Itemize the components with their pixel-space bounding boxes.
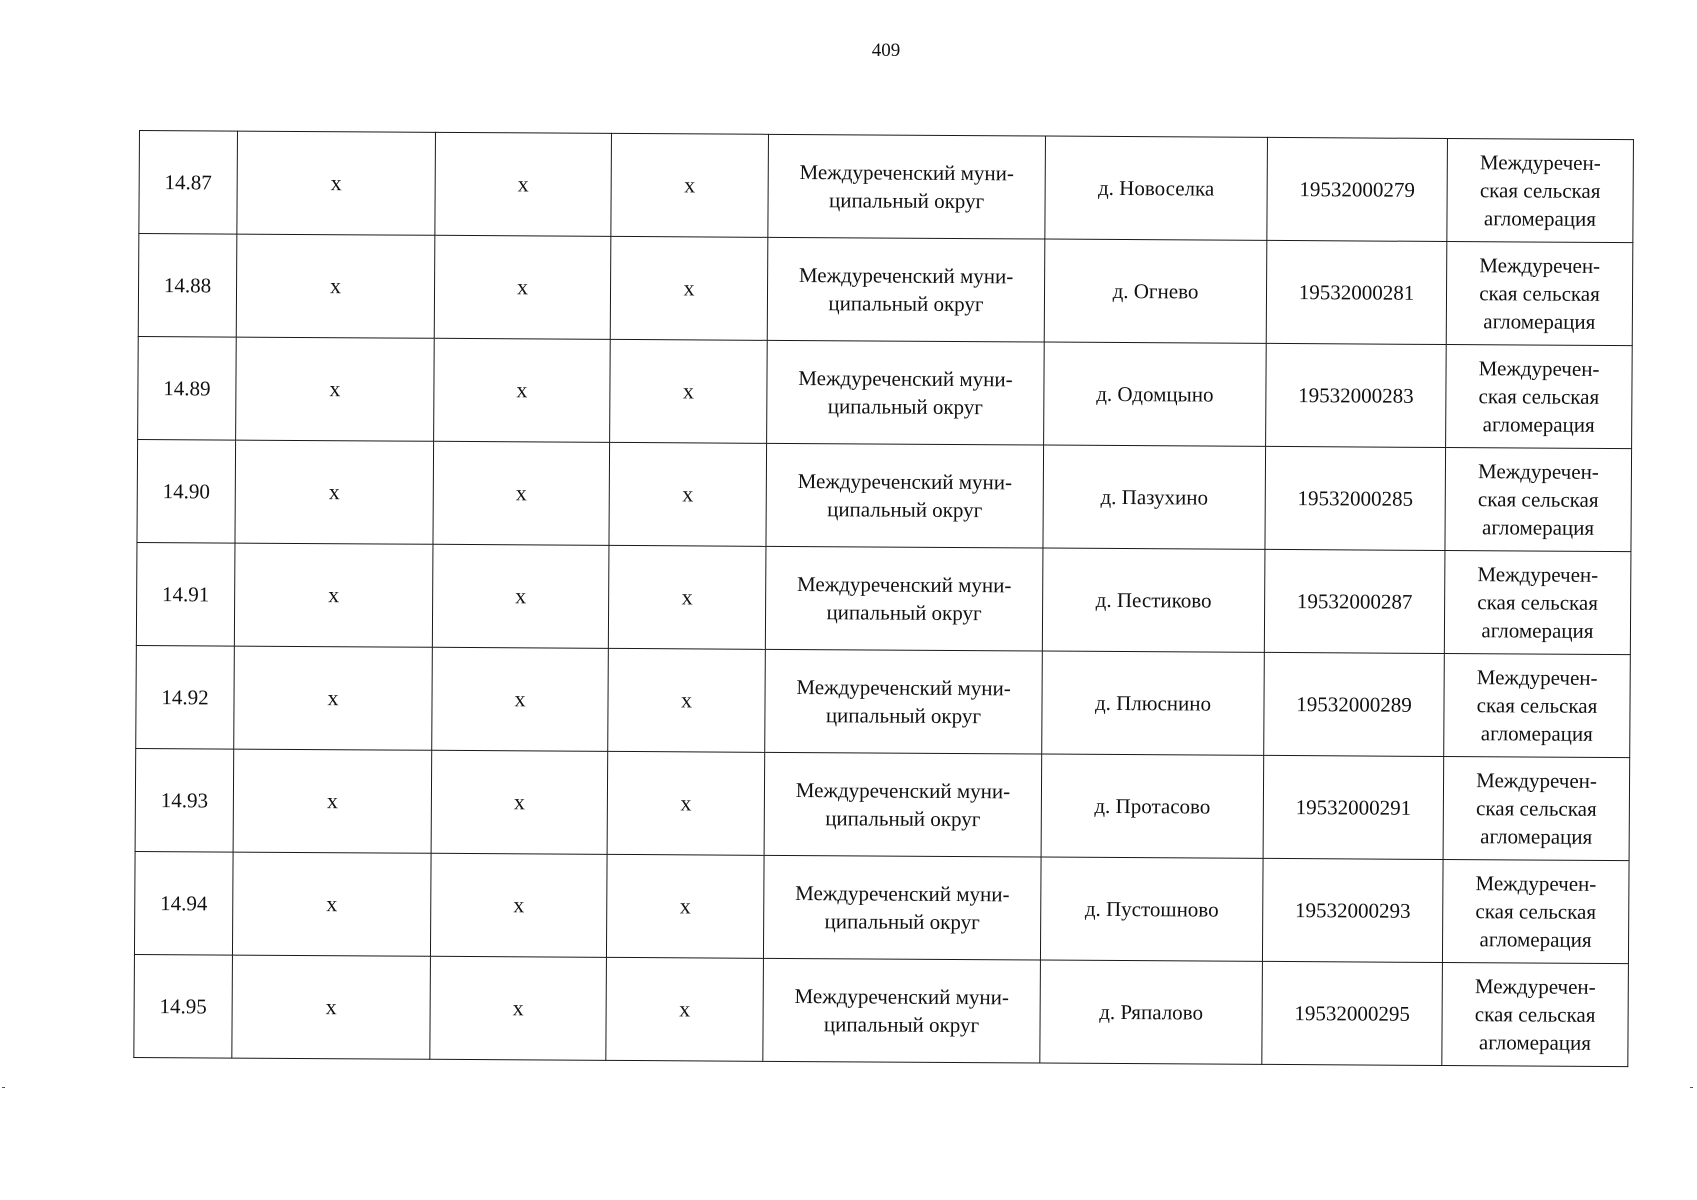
municipal-district-cell-text: ципальный округ	[823, 1012, 980, 1038]
oktmo-code-cell	[1267, 137, 1448, 241]
empty-marker-cell	[606, 957, 764, 1061]
settlement-cell	[1040, 960, 1263, 1064]
table-row	[136, 645, 1631, 757]
settlement-cell-text: д. Новоселка	[1097, 175, 1215, 201]
empty-marker-cell	[431, 750, 608, 854]
settlement-cell-text: д. Ряпалово	[1099, 999, 1204, 1025]
empty-marker-cell-text: x	[683, 275, 695, 301]
empty-marker-cell-text: x	[516, 377, 528, 403]
agglomeration-cell	[1442, 962, 1629, 1066]
agglomeration-cell	[1445, 447, 1632, 551]
row-number-cell-text: 14.91	[161, 582, 210, 607]
municipal-district-cell-text: ципальный округ	[828, 188, 985, 214]
settlement-cell-text: д. Плюснино	[1094, 690, 1212, 716]
agglomeration-cell-text: Междуречен-	[1476, 768, 1598, 793]
municipal-district-cell-text: Междуреченский муни-	[796, 572, 1012, 598]
row-number-cell-text: 14.92	[161, 685, 209, 710]
oktmo-code-cell-text: 19532000295	[1294, 1001, 1410, 1026]
empty-marker-cell	[234, 646, 433, 750]
row-number-cell	[137, 439, 236, 543]
settlements-table	[133, 130, 1634, 1067]
agglomeration-cell	[1444, 550, 1631, 654]
row-number-cell-text: 14.93	[160, 788, 209, 813]
empty-marker-cell	[236, 337, 435, 441]
empty-marker-cell	[432, 647, 609, 751]
agglomeration-cell-text: агломерация	[1483, 309, 1596, 334]
municipal-district-cell-text: Междуреченский муни-	[798, 263, 1014, 289]
agglomeration-cell	[1447, 138, 1634, 242]
municipal-district-cell-text: Междуреченский муни-	[799, 160, 1014, 186]
empty-marker-cell	[234, 543, 433, 647]
row-number-cell	[135, 748, 234, 852]
empty-marker-cell	[237, 131, 436, 235]
empty-marker-cell	[236, 234, 435, 338]
row-number-cell-text: 14.90	[162, 479, 210, 504]
scan-edge-mark-right	[1690, 1087, 1693, 1088]
table-row	[137, 439, 1632, 551]
municipal-district-cell-text: ципальный округ	[825, 806, 981, 832]
row-number-cell-text: 14.95	[159, 994, 207, 1019]
oktmo-code-cell-text: 19532000289	[1296, 692, 1412, 717]
municipal-district-cell-text: ципальный округ	[825, 703, 982, 729]
oktmo-code-cell-text: 19532000287	[1296, 589, 1413, 614]
municipal-district-cell-text: Междуреченский муни-	[794, 984, 1009, 1010]
empty-marker-cell	[606, 854, 764, 958]
municipal-district-cell-text: ципальный округ	[828, 291, 984, 317]
oktmo-code-cell	[1263, 755, 1444, 859]
agglomeration-cell-text: ская сельская	[1477, 590, 1598, 615]
empty-marker-cell-text: x	[513, 892, 525, 918]
agglomeration-cell-text: агломерация	[1480, 824, 1593, 849]
oktmo-code-cell-text: 19532000293	[1294, 898, 1411, 923]
agglomeration-cell-text: агломерация	[1482, 515, 1595, 540]
empty-marker-cell-text: x	[328, 479, 340, 505]
municipal-district-cell	[768, 134, 1046, 239]
row-number-cell-text: 14.87	[164, 170, 212, 195]
scan-edge-mark-left	[2, 1087, 5, 1088]
empty-marker-cell	[232, 955, 431, 1059]
table-row	[134, 954, 1629, 1066]
empty-marker-cell	[611, 133, 769, 237]
empty-marker-cell	[610, 339, 768, 443]
municipal-district-cell	[765, 649, 1043, 754]
empty-marker-cell	[608, 648, 766, 752]
settlement-cell	[1040, 857, 1263, 961]
agglomeration-cell-text: агломерация	[1483, 206, 1597, 231]
agglomeration-cell-text: агломерация	[1479, 927, 1592, 952]
empty-marker-cell-text: x	[330, 170, 342, 196]
empty-marker-cell-text: x	[517, 171, 529, 197]
table-body	[134, 131, 1634, 1067]
oktmo-code-cell-text: 19532000291	[1295, 795, 1412, 820]
empty-marker-cell	[608, 545, 766, 649]
empty-marker-cell-text: x	[327, 685, 339, 711]
municipal-district-cell	[766, 443, 1044, 548]
oktmo-code-cell-text: 19532000279	[1299, 177, 1415, 202]
agglomeration-cell-text: ская сельская	[1474, 1002, 1596, 1027]
municipal-district-cell	[764, 752, 1042, 857]
municipal-district-cell-text: ципальный округ	[824, 909, 980, 935]
empty-marker-cell-text: x	[326, 788, 338, 814]
row-number-cell	[136, 542, 235, 646]
row-number-cell	[134, 954, 233, 1058]
table-row	[138, 336, 1633, 448]
agglomeration-cell-text: Междуречен-	[1479, 150, 1601, 175]
agglomeration-cell	[1442, 859, 1629, 963]
municipal-district-cell	[763, 855, 1041, 960]
agglomeration-cell-text: Междуречен-	[1477, 459, 1599, 484]
agglomeration-cell-text: Междуречен-	[1479, 253, 1601, 278]
empty-marker-cell	[609, 442, 767, 546]
empty-marker-cell-text: x	[516, 274, 529, 300]
municipal-district-cell-text: Междуреченский муни-	[795, 881, 1010, 907]
empty-marker-cell	[430, 956, 607, 1060]
agglomeration-cell-text: агломерация	[1480, 721, 1593, 746]
agglomeration-cell-text: ская сельская	[1476, 693, 1598, 718]
settlement-cell-text: д. Пустошново	[1084, 896, 1219, 922]
empty-marker-cell-text: x	[515, 583, 527, 609]
empty-marker-cell-text: x	[328, 582, 340, 608]
empty-marker-cell	[432, 544, 609, 648]
empty-marker-cell	[232, 852, 431, 956]
agglomeration-cell-text: агломерация	[1481, 618, 1594, 643]
agglomeration-cell-text: агломерация	[1482, 412, 1595, 437]
settlement-cell-text: д. Пазухино	[1100, 484, 1209, 510]
agglomeration-cell-text: ская сельская	[1475, 899, 1597, 924]
oktmo-code-cell	[1262, 858, 1443, 962]
row-number-cell	[138, 336, 237, 440]
empty-marker-cell-text: x	[681, 584, 693, 610]
empty-marker-cell-text: x	[329, 273, 342, 299]
agglomeration-cell-text: ская сельская	[1479, 178, 1601, 203]
agglomeration-cell-text: ская сельская	[1479, 281, 1600, 306]
municipal-district-cell-text: ципальный округ	[826, 600, 982, 626]
empty-marker-cell	[235, 440, 434, 544]
oktmo-code-cell	[1266, 343, 1447, 447]
settlement-cell	[1042, 548, 1265, 652]
empty-marker-cell-text: x	[513, 789, 525, 815]
row-number-cell	[139, 131, 238, 235]
empty-marker-cell-text: x	[326, 891, 338, 917]
municipal-district-cell-text: ципальный округ	[827, 497, 983, 523]
row-number-cell	[134, 851, 233, 955]
municipal-district-cell	[767, 340, 1045, 445]
table-row	[139, 131, 1634, 243]
agglomeration-cell-text: Междуречен-	[1477, 562, 1599, 587]
settlement-cell-text: д. Протасово	[1094, 793, 1211, 819]
settlement-cell	[1042, 651, 1265, 755]
page-number: 409	[871, 40, 901, 61]
table-row	[135, 748, 1630, 860]
municipal-district-cell	[763, 958, 1041, 1063]
settlement-cell	[1044, 239, 1267, 343]
settlements-table-wrapper	[133, 130, 1633, 1067]
municipal-district-cell-text: Междуреченский муни-	[796, 675, 1011, 701]
oktmo-code-cell	[1266, 240, 1447, 344]
table-row	[136, 542, 1631, 654]
settlement-cell	[1044, 342, 1267, 446]
table-row	[138, 234, 1633, 346]
agglomeration-cell	[1444, 653, 1631, 757]
row-number-cell	[136, 645, 235, 749]
empty-marker-cell-text: x	[329, 376, 341, 402]
empty-marker-cell-text: x	[679, 893, 691, 919]
empty-marker-cell-text: x	[680, 790, 692, 816]
empty-marker-cell	[435, 132, 612, 236]
settlement-cell-text: д. Пестиково	[1095, 587, 1212, 613]
empty-marker-cell	[434, 338, 611, 442]
empty-marker-cell	[610, 236, 768, 340]
row-number-cell-text: 14.88	[163, 273, 212, 298]
empty-marker-cell-text: x	[682, 481, 694, 507]
settlement-cell-text: д. Огнево	[1112, 278, 1199, 304]
empty-marker-cell-text: x	[514, 686, 526, 712]
agglomeration-cell	[1443, 756, 1630, 860]
row-number-cell	[138, 234, 237, 338]
empty-marker-cell-text: x	[682, 378, 694, 404]
oktmo-code-cell-text: 19532000281	[1298, 280, 1415, 305]
municipal-district-cell-text: Междуреченский муни-	[795, 778, 1011, 804]
municipal-district-cell-text: ципальный округ	[827, 394, 983, 420]
settlement-cell-text: д. Одомцыно	[1096, 381, 1214, 407]
agglomeration-cell-text: Междуречен-	[1474, 974, 1596, 999]
empty-marker-cell-text: x	[684, 172, 696, 198]
agglomeration-cell-text: ская сельская	[1476, 796, 1597, 821]
empty-marker-cell-text: x	[325, 994, 337, 1020]
empty-marker-cell	[434, 235, 611, 339]
table-row	[134, 851, 1629, 963]
empty-marker-cell	[233, 749, 432, 853]
oktmo-code-cell	[1262, 961, 1443, 1065]
settlement-cell	[1041, 754, 1264, 858]
empty-marker-cell	[430, 853, 607, 957]
row-number-cell-text: 14.89	[163, 376, 211, 401]
empty-marker-cell-text: x	[515, 480, 527, 506]
municipal-district-cell-text: Междуреченский муни-	[797, 469, 1013, 495]
empty-marker-cell	[607, 751, 765, 855]
oktmo-code-cell	[1264, 549, 1445, 653]
agglomeration-cell-text: агломерация	[1478, 1030, 1592, 1055]
municipal-district-cell	[765, 546, 1043, 651]
agglomeration-cell-text: Междуречен-	[1476, 665, 1598, 690]
oktmo-code-cell-text: 19532000285	[1297, 486, 1414, 511]
oktmo-code-cell-text: 19532000283	[1298, 383, 1414, 408]
settlement-cell	[1043, 445, 1266, 549]
municipal-district-cell	[767, 237, 1045, 342]
empty-marker-cell-text: x	[680, 687, 693, 713]
agglomeration-cell-text: Междуречен-	[1478, 356, 1600, 381]
agglomeration-cell-text: ская сельская	[1477, 487, 1599, 512]
row-number-cell-text: 14.94	[160, 891, 208, 916]
oktmo-code-cell	[1264, 652, 1445, 756]
settlement-cell	[1045, 136, 1268, 240]
agglomeration-cell-text: Междуречен-	[1475, 871, 1597, 896]
empty-marker-cell	[433, 441, 610, 545]
agglomeration-cell	[1446, 344, 1633, 448]
oktmo-code-cell	[1265, 446, 1446, 550]
empty-marker-cell-text: x	[512, 995, 524, 1021]
empty-marker-cell-text: x	[679, 996, 691, 1022]
agglomeration-cell	[1446, 241, 1633, 345]
agglomeration-cell-text: ская сельская	[1478, 384, 1600, 409]
municipal-district-cell-text: Междуреченский муни-	[798, 366, 1013, 392]
